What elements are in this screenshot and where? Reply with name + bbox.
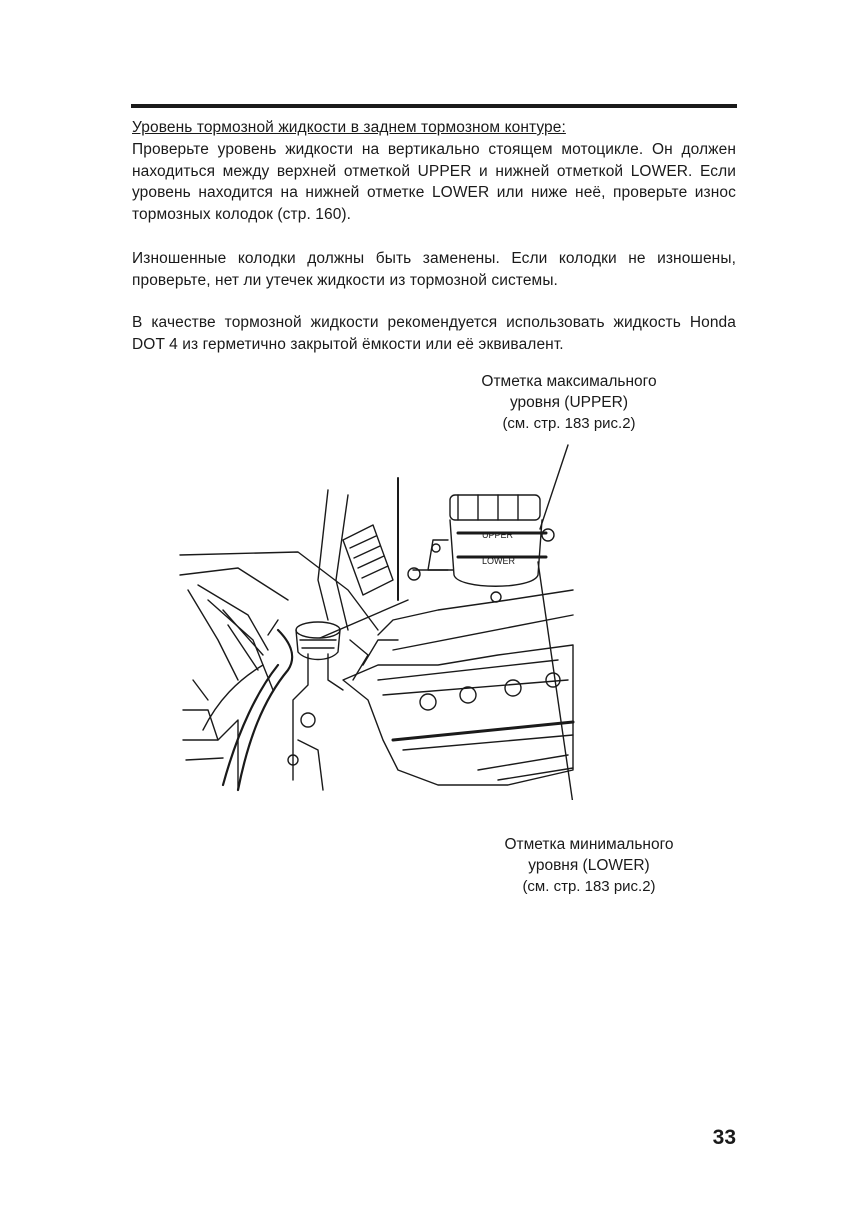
rear-brake-reservoir-illustration	[178, 440, 598, 800]
lower-callout-line2: уровня (LOWER)	[528, 857, 650, 874]
paragraph-fluid-recommendation: В качестве тормозной жидкости рекомендуется использовать жидкость Honda DOT 4 из герметично закрытой ёмкости или её эквивалент.	[132, 314, 736, 353]
upper-callout-reference: (см. стр. 183 рис.2)	[502, 415, 636, 432]
lower-callout-line1: Отметка минимального	[504, 836, 674, 853]
upper-mark-callout	[456, 371, 682, 434]
reservoir-lower-mark: LOWER	[482, 556, 516, 566]
page-number: 33	[712, 1126, 736, 1149]
upper-callout-line1: Отметка максимального	[481, 373, 657, 390]
paragraph-worn-pads: Изношенные колодки должны быть заменены. Если колодки не изношены, проверьте, нет ли утечек жидкости из тормозной системы.	[132, 250, 736, 289]
lower-mark-callout	[476, 834, 702, 897]
lower-callout-reference: (см. стр. 183 рис.2)	[522, 878, 656, 895]
reservoir-upper-mark: UPPER	[482, 530, 514, 540]
paragraph-level-check: Проверьте уровень жидкости на вертикально стоящем мотоцикле. Он должен находиться между верхней отметкой UPPER и нижней отметкой LOWER. Если уровень находится на нижней отметке LOWER или ниже неё, проверьте износ тормозных колодок (стр. 160).	[132, 141, 736, 223]
upper-callout-line2: уровня (UPPER)	[509, 394, 629, 411]
top-rule	[131, 104, 737, 108]
section-heading: Уровень тормозной жидкости в заднем тормозном контуре:	[132, 119, 566, 136]
